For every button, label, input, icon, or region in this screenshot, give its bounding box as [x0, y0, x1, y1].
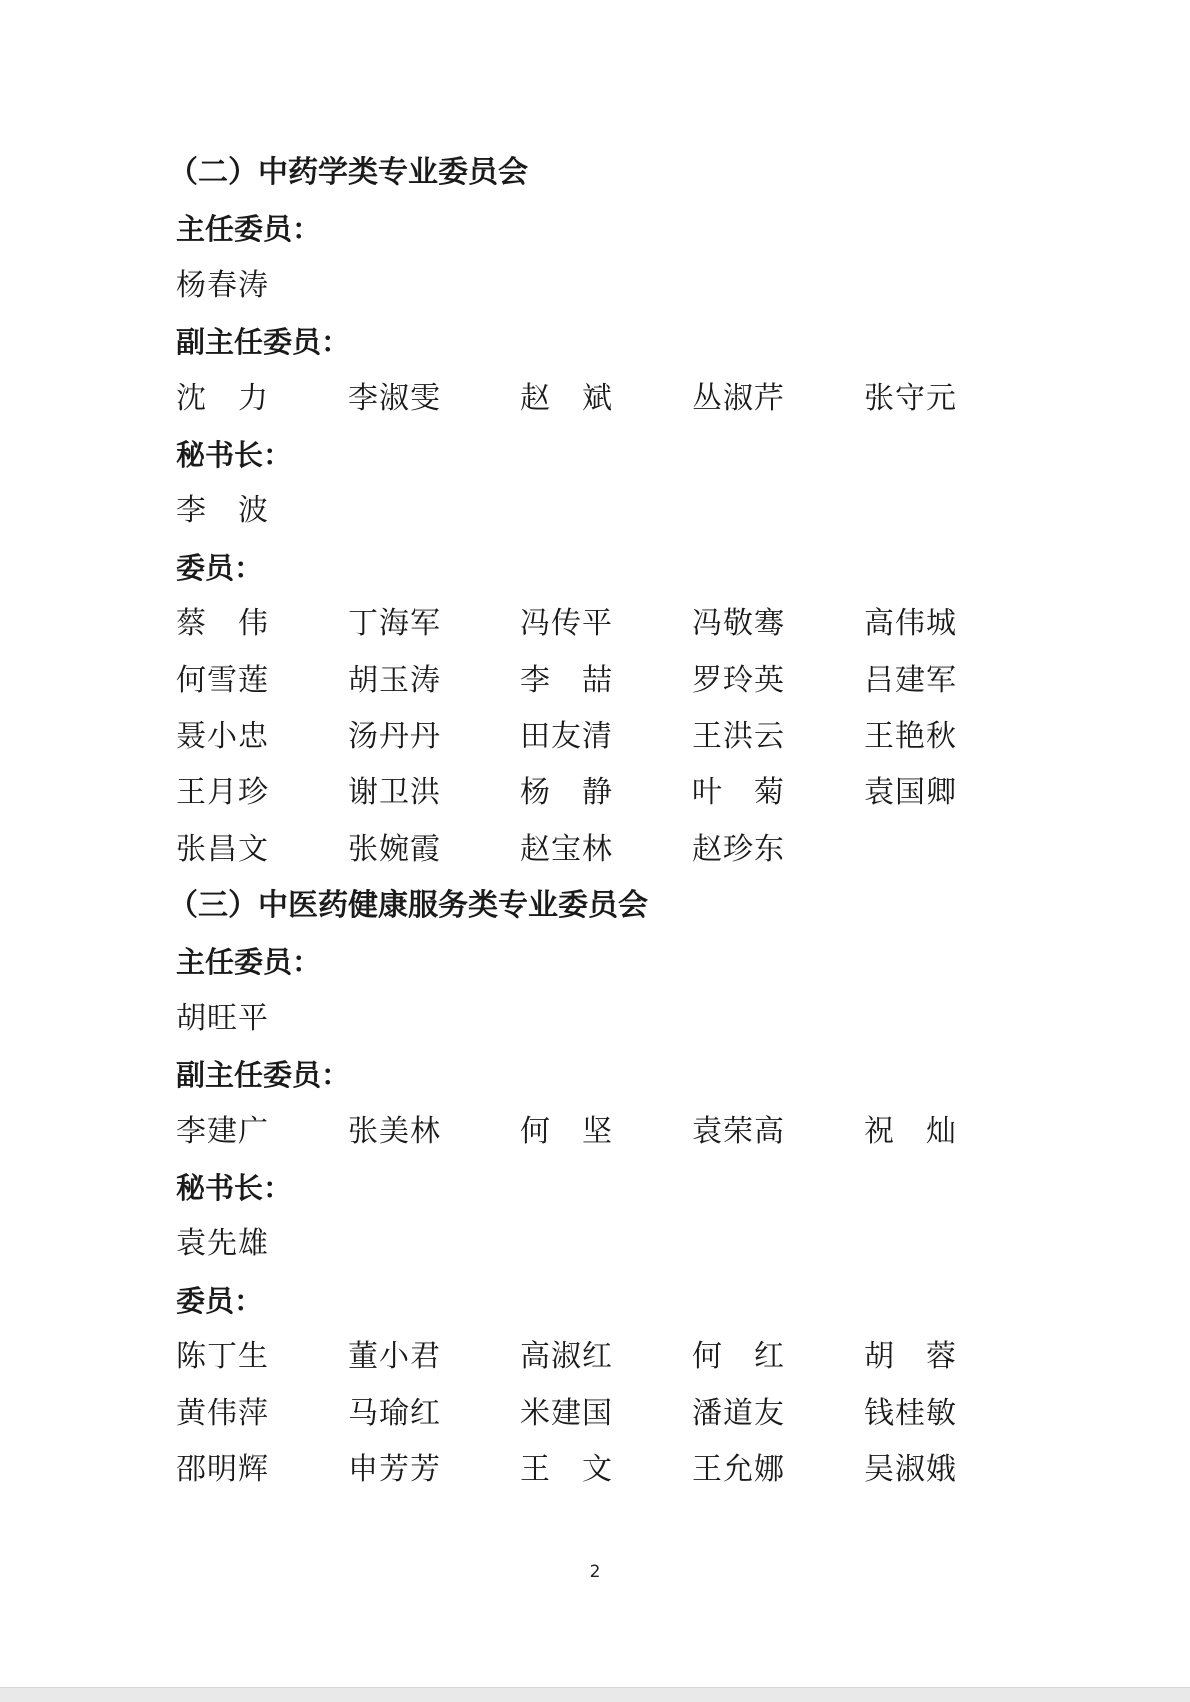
person-name: 李 喆	[520, 662, 613, 698]
director-label: 主任委员：	[176, 212, 322, 247]
person-name: 吴淑娥	[864, 1451, 957, 1487]
person-name: 罗玲英	[692, 662, 785, 698]
section-heading-health-service: （三）中医药健康服务类专业委员会	[168, 888, 648, 924]
secretary-name	[176, 1216, 1076, 1272]
director-name	[176, 991, 1076, 1047]
person-name: 高伟城	[864, 606, 957, 642]
person-name: 袁国卿	[864, 775, 957, 811]
page-number: 2	[589, 1562, 601, 1582]
members-row	[176, 1386, 1076, 1442]
person-name: 潘道友	[692, 1395, 785, 1431]
members-row	[176, 596, 1076, 652]
person-name: 李淑雯	[348, 380, 441, 416]
person-name: 马瑜红	[348, 1395, 441, 1431]
person-name: 胡旺平	[176, 1000, 269, 1036]
person-name: 何 坚	[520, 1113, 613, 1149]
person-name: 胡玉涛	[348, 662, 441, 698]
document-content	[168, 145, 1076, 1498]
person-name: 黄伟萍	[176, 1395, 269, 1431]
person-name: 何雪莲	[176, 662, 269, 698]
person-name: 汤丹丹	[348, 718, 441, 754]
person-name: 谢卫洪	[348, 775, 441, 811]
person-name: 何 红	[692, 1339, 785, 1375]
person-name: 张昌文	[176, 831, 269, 867]
person-name: 王艳秋	[864, 718, 957, 754]
person-name: 冯敬骞	[692, 606, 785, 642]
person-name: 王洪云	[692, 718, 785, 754]
secretary-label: 秘书长：	[176, 1171, 293, 1206]
person-name: 杨 静	[520, 775, 613, 811]
secretary-name	[176, 483, 1076, 539]
person-name: 冯传平	[520, 606, 613, 642]
person-name: 蔡 伟	[176, 606, 269, 642]
person-name: 田友清	[520, 718, 613, 754]
person-name: 丛淑芹	[692, 380, 785, 416]
person-name: 袁荣高	[692, 1113, 785, 1149]
members-label: 委员：	[176, 1283, 264, 1318]
secretary-label: 秘书长：	[176, 437, 293, 472]
person-name: 赵宝林	[520, 831, 613, 867]
members-row	[176, 1442, 1076, 1498]
person-name: 赵珍东	[692, 831, 785, 867]
person-name: 赵 斌	[520, 380, 613, 416]
person-name: 王 文	[520, 1451, 613, 1487]
vice-director-row	[176, 371, 1076, 427]
section-heading-pharmacy: （二）中药学类专业委员会	[168, 155, 528, 190]
person-name: 董小君	[348, 1339, 441, 1375]
person-name: 胡 蓉	[864, 1339, 957, 1375]
members-row	[176, 709, 1076, 765]
person-name: 王月珍	[176, 775, 269, 811]
person-name: 丁海军	[348, 606, 441, 642]
director-name	[176, 258, 1076, 314]
person-name: 高淑红	[520, 1339, 613, 1375]
person-name: 米建国	[520, 1395, 613, 1431]
person-name: 袁先雄	[176, 1226, 269, 1262]
members-row	[176, 1329, 1076, 1385]
person-name: 钱桂敏	[864, 1395, 957, 1431]
person-name: 李 波	[176, 493, 269, 529]
director-label: 主任委员：	[176, 945, 322, 980]
vice-director-label: 副主任委员：	[176, 1058, 351, 1093]
person-name: 陈丁生	[176, 1339, 269, 1375]
viewer-bottom-bar	[0, 1687, 1190, 1702]
members-row	[176, 822, 1076, 878]
person-name: 邵明辉	[176, 1451, 269, 1487]
members-row	[176, 765, 1076, 821]
members-label: 委员：	[176, 550, 264, 585]
person-name: 祝 灿	[864, 1113, 957, 1149]
person-name: 沈 力	[176, 380, 269, 416]
person-name: 聂小忠	[176, 718, 269, 754]
person-name: 申芳芳	[348, 1451, 441, 1487]
members-row	[176, 653, 1076, 709]
person-name: 叶 菊	[692, 775, 785, 811]
vice-director-label: 副主任委员：	[176, 325, 351, 360]
person-name: 张守元	[864, 380, 957, 416]
person-name: 王允娜	[692, 1451, 785, 1487]
person-name: 吕建军	[864, 662, 957, 698]
vice-director-row	[176, 1104, 1076, 1160]
person-name: 李建广	[176, 1113, 269, 1149]
person-name: 杨春涛	[176, 267, 269, 303]
person-name: 张婉霞	[348, 831, 441, 867]
person-name: 张美林	[348, 1113, 441, 1149]
